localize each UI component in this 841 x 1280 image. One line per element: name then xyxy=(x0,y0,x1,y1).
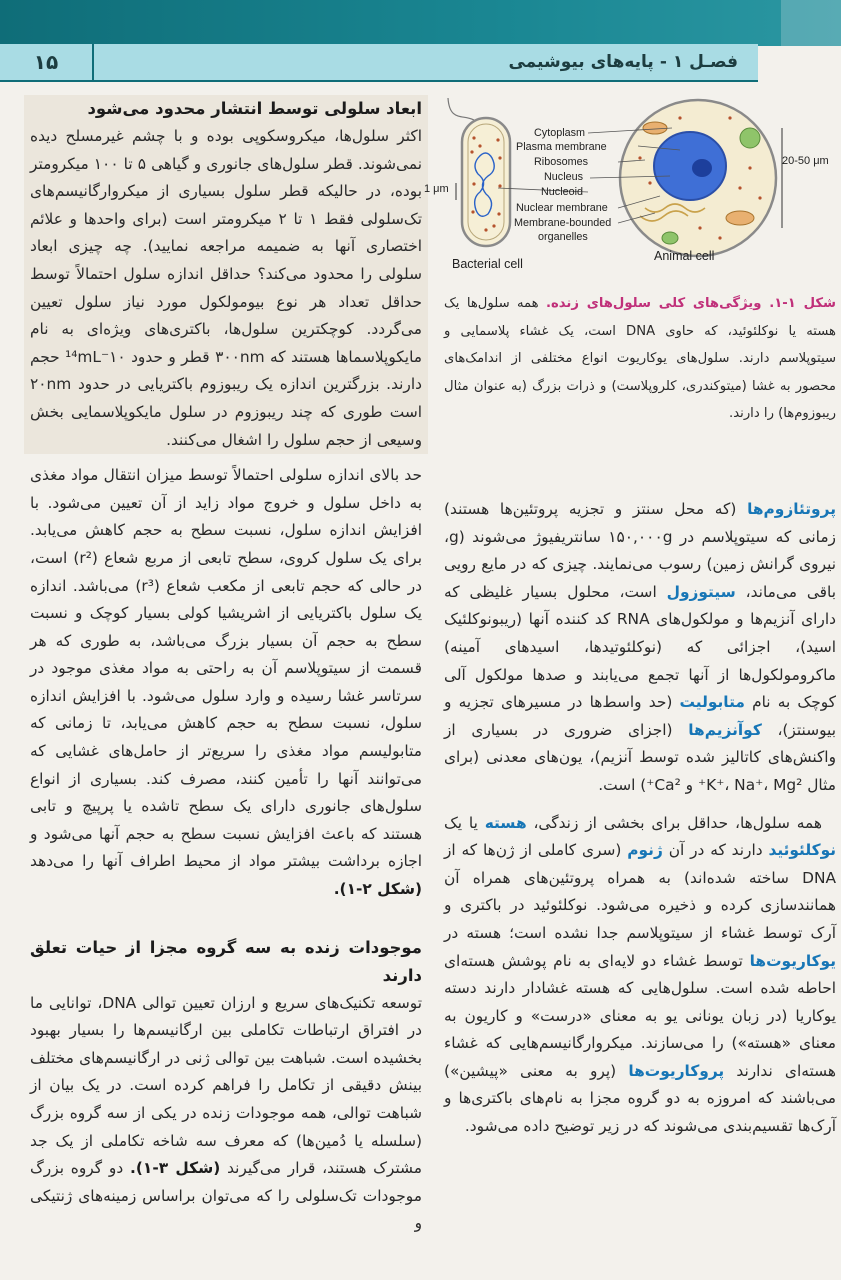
keyword-nucleus: هسته xyxy=(484,813,527,832)
animal-cell-drawing xyxy=(620,100,782,256)
organelle xyxy=(740,128,760,148)
chapter-title: پایه‌های بیوشیمی xyxy=(508,52,654,72)
keyword-coenzymes: کوآنزیم‌ها xyxy=(688,720,762,739)
size-label-large: 20-50 μm xyxy=(782,155,829,167)
label-plasma-membrane: Plasma membrane xyxy=(516,141,607,153)
text-segment: (پرو به معنی «پیشین») می‌باشند که امروزه به دو گروه مجزا به نام‌های باکتری‌ها و آرک‌ها تقسیم‌بندی می‌شوند که در زیر توضیح داده می‌شود. xyxy=(444,1061,836,1136)
part-labels xyxy=(514,127,611,243)
text-segment: یا یک xyxy=(444,813,478,832)
label-ribosomes: Ribosomes xyxy=(534,156,589,168)
highlight-box xyxy=(24,95,428,454)
running-header xyxy=(0,44,758,82)
label-nucleus: Nucleus xyxy=(544,171,584,183)
organelle xyxy=(662,232,678,244)
top-band-tab xyxy=(781,0,841,46)
paragraph-domains xyxy=(30,990,422,1238)
label-nucleoid: Nucleoid xyxy=(541,186,584,198)
label-organelles: organelles xyxy=(538,231,588,243)
paragraph-nucleus xyxy=(444,810,836,1141)
keyword-cytosol: سیتوزول xyxy=(666,582,736,601)
nucleolus xyxy=(692,159,712,177)
keyword-nucleoid: نوکلئوئید xyxy=(768,841,836,860)
paragraph-cell-size-1: اکثر سلول‌ها، میکروسکوپی بوده و با چشم غیرمسلح دیده نمی‌شوند. قطر سلول‌های جانوری و گیاهی ۵ تا ۱۰۰ میکرومتر بوده، در حالیکه قطر سلول بسیاری از میکروارگانیسم‌های تک‌سلولی فقط ۱ تا ۲ میکرومتر است (برای واحدها و علائم اختصاری آنها به ضمیمه مراجعه نمایید). چه چیزی ابعاد سلولی را محدود می‌کند؟ حداقل اندازه سلول احتمالاً توسط حداقل تعداد هر نوع بیومولکول مورد نیاز سلول تعیین می‌گردد. کوچکترین سلول‌ها، باکتری‌های ویژه‌ای به نام مایکوپلاسماها هستند که ۳۰۰nm قطر و حدود ۱۰⁻¹⁴mL حجم دارند. بزرگترین اندازه یک ریبوزوم باکتریایی در حدود ۲۰nm است طوری که چند ریبوزوم در سلول مایکوپلاسمایی بخش وسیعی از حجم سلول را اشغال می‌کنند. xyxy=(30,127,423,449)
keyword-proteasomes: پروتئازوم‌ها xyxy=(747,500,836,518)
page-number: ۱۵ xyxy=(0,44,94,80)
bacterial-cell-drawing xyxy=(448,98,510,246)
caption-label: شکل ۱-۱. ویژگی‌های کلی سلول‌های زنده. xyxy=(546,296,836,311)
label-animal-cell: Animal cell xyxy=(654,249,715,263)
mitochondrion xyxy=(643,122,667,134)
label-cytoplasm: Cytoplasm xyxy=(534,127,586,139)
section-title-cell-size: ابعاد سلولی توسط انتشار محدود می‌شود xyxy=(87,99,422,118)
chapter-heading xyxy=(502,44,738,80)
section-title-domains: موجودات زنده به سه گروه مجزا از حیات تعلق دارند xyxy=(30,937,422,985)
figure-ref-1-2: (شکل ۲-۱). xyxy=(333,880,422,899)
text-segment: توسط غشاء دو لایه‌ای به نام پوشش هسته‌ای احاطه شده است. سلول‌هایی که هسته غشادار دارند دسته یوکاریا (در زبان یونانی یو به معنای «درست» و کاریون به معنای «هسته») را می‌سازند. میکروارگانیسم‌هایی که غشاء هسته‌ای ندارند xyxy=(444,951,837,1080)
left-column xyxy=(30,95,422,1238)
mitochondrion xyxy=(726,211,754,225)
keyword-eukaryotes: یوکاریوت‌ها xyxy=(749,951,836,970)
right-column xyxy=(444,496,836,1141)
text-segment: دارند که در آن xyxy=(668,841,763,860)
text-segment: (حد واسط‌ها در مسیرهای تجزیه و بیوسنتز)، xyxy=(444,693,836,739)
caption-text: همه سلول‌ها یک هسته یا نوکلئوئید، که حاوی DNA است، یک غشاء پلاسمایی و سیتوپلاسم دارند. سلول‌های یوکاریوت انواع مختلفی از اندامک‌های محصور به غشا (میتوکندری، کلروپلاست) و ذرات بزرگ (به عنوان مثال ریبوزوم‌ها) را دارند. xyxy=(444,296,837,421)
text-segment: (سری کاملی از ژن‌ها که از DNA ساخته شده‌اند) به همراه پروتئین‌های همراه آن همانندسازی کرده و ذخیره می‌شود. نوکلئوئید در باکتری و آرک توسط غشاء از سیتوپلاسم جدا نشده است؛ هسته در xyxy=(444,841,836,942)
paragraph-cell-size-2 xyxy=(30,462,422,904)
keyword-prokaryotes: پروکاریوت‌ها xyxy=(628,1061,725,1080)
paragraph-domains-text: توسعه تکنیک‌های سریع و ارزان تعیین توالی DNA، توانایی ما در افتراق ارتباطات تکاملی بین ارگانیسم‌ها را بسیار بهبود بخشیده است. شباهت بین توالی ژنی در ارگانیسم‌های مختلف بینش دقیقی از تکامل را فراهم کرده است. در یک بیان از شباهت توالی، همه موجودات زنده در یکی از سه گروه بزرگ (سلسله یا دُمین‌ها) که معرف سه شاخه تکاملی از یک جد مشترک هستند، قرار می‌گیرند xyxy=(30,993,423,1178)
figure-ref-1-3: (شکل ۳-۱). xyxy=(130,1159,221,1178)
label-membrane-bounded: Membrane-bounded xyxy=(514,217,612,229)
paragraph-cell-size-2-text: حد بالای اندازه سلولی احتمالاً توسط میزان انتقال مواد مغذی به داخل سلول و خروج مواد زاید از آن تعیین می‌شود. با افزایش اندازه سلول، نسبت سطح به حجم کاهش می‌یابد. برای یک سلول کروی، سطح تابعی از مربع شعاع (r²) است، در حالی که حجم تابعی از مکعب شعاع (r³) می‌باشد. اندازه یک سلول باکتریایی از اشریشیا کولی بسیار کوچک و نسبت سطح به حجم آن بسیار بزرگ می‌باشد، به طوری که هر قسمت از سیتوپلاسم آن به راحتی به مواد مغذی موجود در سرتاسر غشا رسیده و وارد سلول می‌شود. با افزایش اندازه سلول، نسبت سطح به حجم کاهش می‌یابد، تا زمانی که متابولیسم مواد مغذی را سریع‌تر از حامل‌های غشایی که می‌توانند آنها را تأمین کنند، مصرف کند. بسیاری از انواع سلول‌های جانوری دارای یک سطح تاشده یا پرپیچ و تابی هستند که باعث افزایش نسبت سطح به حجم آنها می‌شود و اجازه برداشت بیشتر مواد از محیط اطراف آنها را می‌دهد xyxy=(30,466,422,871)
text-segment: (که محل سنتز و تجزیه پروتئین‌ها هستند) زمانی که سیتوپلاسم در ۱۵۰,۰۰۰g سانتریفیوژ می‌شوند (g، نیروی گرانش زمین) رسوب می‌نمایند. چیزی که در مایع رویی باقی می‌ماند، xyxy=(444,500,836,601)
text-segment: (اجزای ضروری در بسیاری از واکنش‌های کاتالیز شده توسط آنزیم)، یون‌های معدنی (برای مثال K⁺، Na⁺، Mg²⁺ و Ca²⁺) است. xyxy=(444,720,836,794)
text-segment: همه سلول‌ها، حداقل برای بخشی از زندگی، xyxy=(533,813,822,832)
paragraph-domains-tail: دو گروه بزرگ موجودات تک‌سلولی را که می‌توان براساس زمینه‌های ژنتیکی و xyxy=(30,1159,422,1233)
figure-caption xyxy=(444,290,836,428)
keyword-metabolite: متابولیت xyxy=(679,693,745,712)
text-segment: است، محلول بسیار غلیظی که دارای آنزیم‌ها و مولکول‌های RNA کد کننده آنها (ریبونوکلئیک اسید)، اجزائی که (نوکلئوتیدها، اسیدهای آمینه) ماکرومولکول‌ها از آنها تجمع می‌یابند و صدها مولکول آلی کوچک به نام xyxy=(444,582,836,712)
label-nuclear-membrane: Nuclear membrane xyxy=(516,202,608,214)
bacterial-capsule xyxy=(462,118,510,246)
paragraph-proteasomes xyxy=(444,496,836,800)
keyword-genome: ژنوم xyxy=(627,841,663,860)
nucleus xyxy=(654,132,726,200)
chapter-label: فصـل ۱ - xyxy=(659,52,738,72)
cell-figure xyxy=(424,88,840,283)
size-label-small: 1 μm xyxy=(424,183,449,195)
top-color-band xyxy=(0,0,841,46)
label-bacterial-cell: Bacterial cell xyxy=(452,257,523,271)
